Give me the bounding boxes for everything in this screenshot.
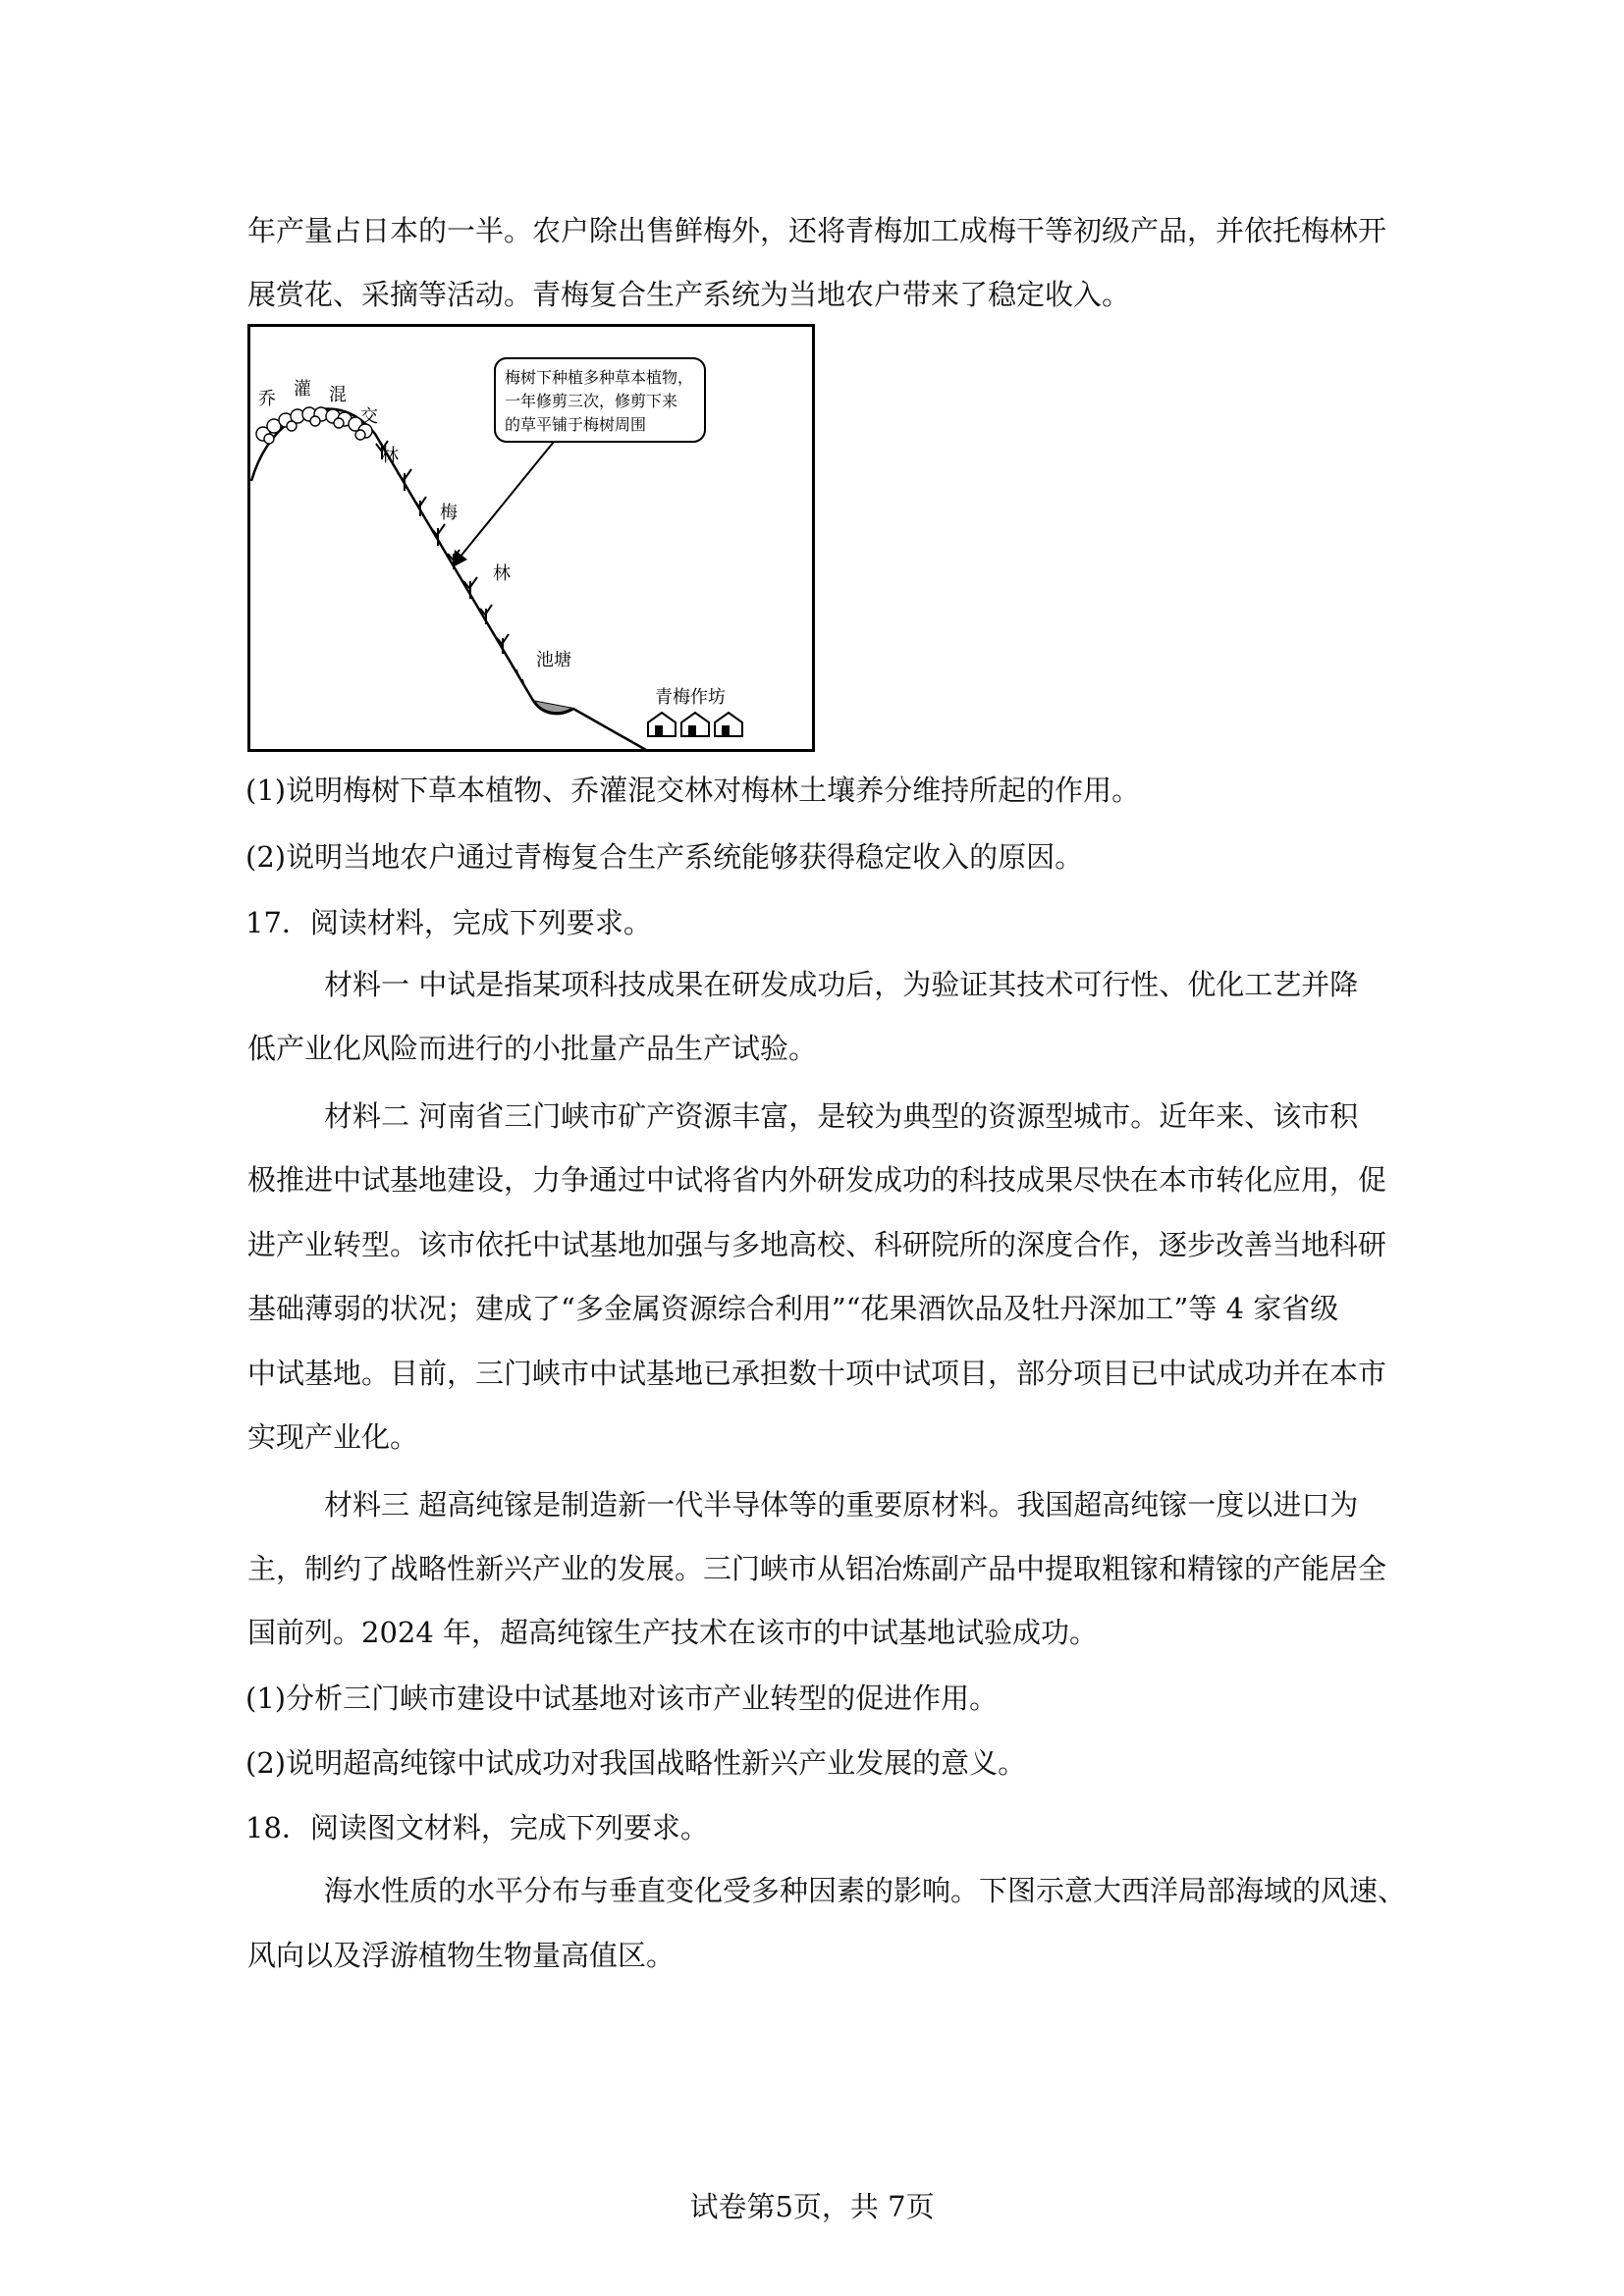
q16-sub1: (1)说明梅树下草本植物、乔灌混交林对梅林土壤养分维持所起的作用。 <box>245 774 1141 807</box>
q17-material2-line3: 进产业转型。该市依托中试基地加强与多地高校、科研院所的深度合作，逐步改善当地科研 <box>247 1228 1387 1261</box>
label-lin2: 林 <box>493 563 511 584</box>
q17-sub2: (2)说明超高纯镓中试成功对我国战略性新兴产业发展的意义。 <box>245 1746 1027 1780</box>
callout-text-1: 梅树下种植多种草本植物， <box>505 368 694 387</box>
callout-text-2: 一年修剪三次，修剪下来 <box>505 392 678 410</box>
workshop-houses <box>648 713 742 736</box>
label-hun: 混 <box>329 385 347 405</box>
q17-material3-line1: 材料三 超高纯镓是制造新一代半导体等的重要原材料。我国超高纯镓一度以进口为 <box>324 1488 1359 1522</box>
page-footer: 试卷第5页，共 7页 <box>689 2190 935 2223</box>
plum-system-diagram <box>247 324 815 752</box>
q17-stem: 17．阅读材料，完成下列要求。 <box>245 906 652 939</box>
label-lin: 林 <box>381 446 399 466</box>
callout-text-3: 的草平铺于梅树周围 <box>505 415 647 434</box>
label-pond: 池塘 <box>536 650 571 670</box>
q17-sub1: (1)分析三门峡市建设中试基地对该市产业转型的促进作用。 <box>245 1682 999 1715</box>
q18-material-line2: 风向以及浮游植物生物量高值区。 <box>247 1939 676 1972</box>
label-guan: 灌 <box>294 379 311 400</box>
label-jiao: 交 <box>360 406 378 427</box>
intro-paragraph-line-1: 年产量占日本的一半。农户除出售鲜梅外，还将青梅加工成梅干等初级产品，并依托梅林开 <box>247 214 1387 247</box>
q17-material1-line1: 材料一 中试是指某项科技成果在研发成功后，为验证其技术可行性、优化工艺并降 <box>324 968 1359 1001</box>
q17-material3-line2: 主，制约了战略性新兴产业的发展。三门峡市从铝冶炼副产品中提取粗镓和精镓的产能居全 <box>247 1552 1387 1585</box>
q17-material2-line1: 材料二 河南省三门峡市矿产资源丰富，是较为典型的资源型城市。近年来、该市积 <box>324 1099 1359 1133</box>
q17-material2-line4: 基础薄弱的状况；建成了“多金属资源综合利用”“花果酒饮品及牡丹深加工”等 4 家省级 <box>247 1292 1339 1325</box>
q18-material-line1: 海水性质的水平分布与垂直变化受多种因素的影响。下图示意大西洋局部海域的风速、 <box>324 1874 1407 1907</box>
plum-system-svg <box>247 324 815 752</box>
q16-sub2: (2)说明当地农户通过青梅复合生产系统能够获得稳定收入的原因。 <box>245 840 1084 874</box>
q17-material2-line2: 极推进中试基地建设，力争通过中试将省内外研发成功的科技成果尽快在本市转化应用，促 <box>247 1163 1387 1197</box>
q17-material2-line6: 实现产业化。 <box>247 1420 419 1454</box>
label-workshop: 青梅作坊 <box>655 687 726 708</box>
q17-material1-line2: 低产业化风险而进行的小批量产品生产试验。 <box>247 1032 818 1065</box>
q17-material2-line5: 中试基地。目前，三门峡市中试基地已承担数十项中试项目，部分项目已中试成功并在本市 <box>247 1357 1387 1390</box>
q17-material3-line3: 国前列。2024 年，超高纯镓生产技术在该市的中试基地试验成功。 <box>247 1616 1099 1649</box>
intro-paragraph-line-2: 展赏花、采摘等活动。青梅复合生产系统为当地农户带来了稳定收入。 <box>247 278 1131 311</box>
label-mei: 梅 <box>440 503 458 523</box>
q18-stem: 18．阅读图文材料，完成下列要求。 <box>245 1811 709 1844</box>
label-qiao: 乔 <box>258 389 276 409</box>
